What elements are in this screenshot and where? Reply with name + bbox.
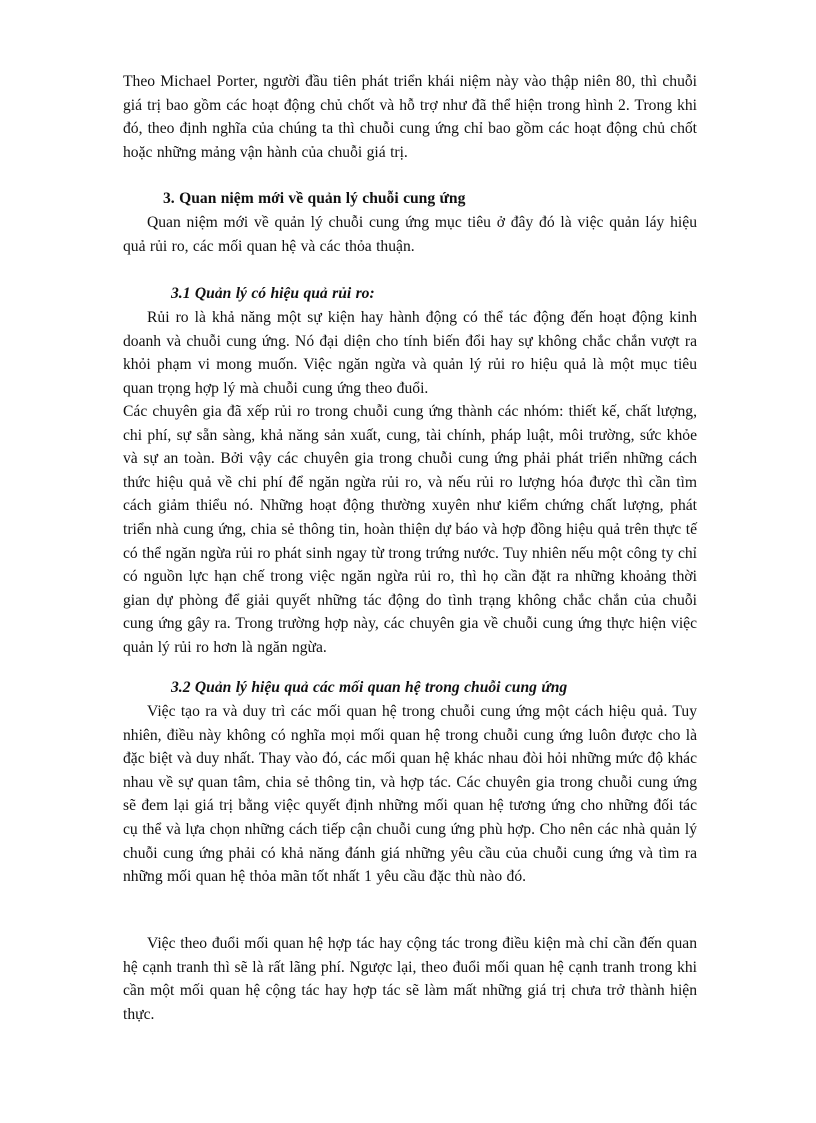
section-3-2-heading: 3.2 Quản lý hiệu quả các mối quan hệ trong chuỗi cung ứng xyxy=(171,679,568,696)
section-3-2-paragraph-2: Việc theo đuổi mối quan hệ hợp tác hay cộng tác trong điều kiện mà chỉ cần đến quan hệ cạnh tranh thì sẽ là rất lãng phí. Ngược lại, theo đuổi mối quan hệ cạnh tranh trong khi cần một mối quan hệ cộng tác hay hợp tác sẽ làm mất những giá trị chưa trở thành hiện thực. xyxy=(123,935,697,1023)
section-3-1-paragraph-2: Các chuyên gia đã xếp rủi ro trong chuỗi cung ứng thành các nhóm: thiết kế, chất lượng, chi phí, sự sẵn sàng, khả năng sản xuất, cung, tài chính, pháp luật, môi trường, sức khỏe và sự an toàn. Bởi vậy các chuyên gia trong chuỗi cung ứng phải phát triển những cách thức hiệu quả về chi phí để ngăn ngừa rủi ro, và nếu rủi ro lượng hóa được thì cần tìm cách giảm thiểu nó. Những hoạt động thường xuyên như kiểm chứng chất lượng, phát triển nhà cung ứng, chia sẻ thông tin, hoàn thiện dự báo và hợp đồng hiệu quả trên thực tế có thể ngăn ngừa rủi ro phát sinh ngay từ trong trứng nước. Tuy nhiên nếu một công ty chỉ có nguồn lực hạn chế trong việc ngăn ngừa rủi ro, thì họ cần đặt ra những khoảng thời gian dự phòng để giải quyết những tác động do tình trạng không chắc chắn của chuỗi cung ứng gây ra. Trong trường hợp này, các chuyên gia về chuỗi cung ứng thực hiện việc quản lý rủi ro hơn là ngăn ngừa. xyxy=(123,403,697,656)
section-3-2-paragraph-1: Việc tạo ra và duy trì các mối quan hệ trong chuỗi cung ứng một cách hiệu quả. Tuy nhiên, điều này không có nghĩa mọi mối quan hệ trong chuỗi cung ứng luôn được cho là đặc biệt và duy nhất. Thay vào đó, các mối quan hệ khác nhau đòi hỏi những mức độ khác nhau về sự quan tâm, chia sẻ thông tin, và hợp tác. Các chuyên gia trong chuỗi cung ứng sẽ đem lại giá trị bằng việc quyết định những mối quan hệ tương ứng cho những đối tác cụ thể và lựa chọn những cách tiếp cận chuỗi cung ứng phù hợp. Cho nên các nhà quản lý chuỗi cung ứng phải có khả năng đánh giá những yêu cầu của chuỗi cung ứng và tìm ra những mối quan hệ thỏa mãn tốt nhất 1 yêu cầu đặc thù nào đó. xyxy=(123,703,697,886)
section-3-heading: 3. Quan niệm mới về quản lý chuỗi cung ứng xyxy=(163,190,466,207)
section-3-1-paragraph-1: Rủi ro là khả năng một sự kiện hay hành động có thể tác động đến hoạt động kinh doanh và chuỗi cung ứng. Nó đại diện cho tính biến đổi hay sự không chắc chắn vượt ra khỏi phạm vi mong muốn. Việc ngăn ngừa và quản lý rủi ro hiệu quả là một mục tiêu quan trọng hợp lý mà chuỗi cung ứng theo đuổi. xyxy=(123,309,697,397)
intro-paragraph: Theo Michael Porter, người đầu tiên phát triển khái niệm này vào thập niên 80, thì chuỗi giá trị bao gồm các hoạt động chủ chốt và hỗ trợ như đã thể hiện trong hình 2. Trong khi đó, theo định nghĩa của chúng ta thì chuỗi cung ứng chỉ bao gồm các hoạt động chủ chốt hoặc những mảng vận hành của chuỗi giá trị. xyxy=(123,73,697,161)
section-3-intro-paragraph: Quan niệm mới về quản lý chuỗi cung ứng mục tiêu ở đây đó là việc quản láy hiệu quả rủi ro, các mối quan hệ và các thỏa thuận. xyxy=(123,214,697,255)
section-3-1-heading: 3.1 Quản lý có hiệu quả rủi ro: xyxy=(171,285,375,302)
